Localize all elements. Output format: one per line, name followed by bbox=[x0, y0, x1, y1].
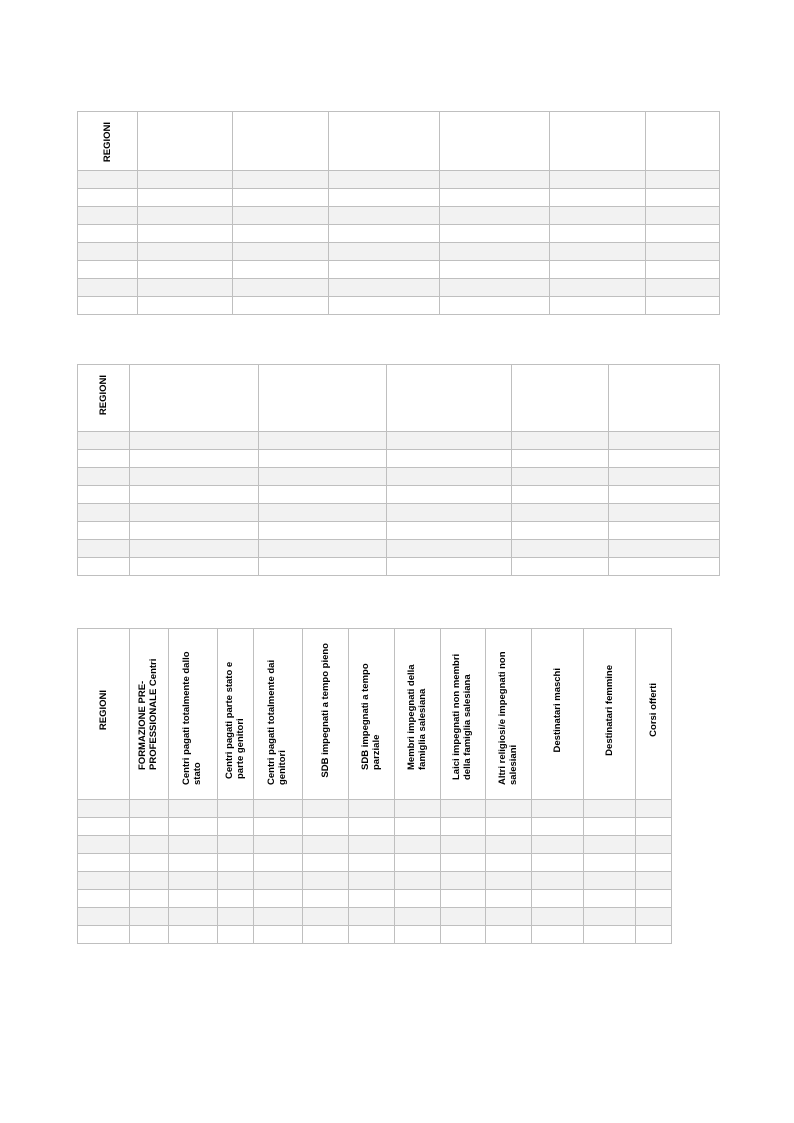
header-label: Altri religiosi/e impegnati non salesiani bbox=[496, 651, 519, 785]
table-row bbox=[78, 800, 672, 818]
header-destinatari-maschi bbox=[532, 629, 584, 800]
table-row bbox=[78, 468, 720, 486]
header-cell bbox=[550, 112, 646, 171]
table-row bbox=[78, 818, 672, 836]
table-header-row bbox=[78, 629, 672, 800]
table-row bbox=[78, 522, 720, 540]
table-row bbox=[78, 908, 672, 926]
header-membri-famiglia bbox=[395, 629, 441, 800]
table-row bbox=[78, 890, 672, 908]
header-regioni bbox=[78, 629, 130, 800]
table-row bbox=[78, 207, 720, 225]
header-cell bbox=[440, 112, 550, 171]
table-row bbox=[78, 225, 720, 243]
table-row bbox=[78, 854, 672, 872]
header-corsi-offerti bbox=[636, 629, 672, 800]
header-cell bbox=[387, 365, 512, 432]
header-cell bbox=[233, 112, 329, 171]
header-cell bbox=[138, 112, 233, 171]
header-label: Centri pagati totalmente dai genitori bbox=[266, 659, 288, 785]
regions-table-2 bbox=[77, 364, 720, 576]
header-label: Destinatari maschi bbox=[551, 667, 563, 753]
table-row bbox=[78, 432, 720, 450]
table-row bbox=[78, 836, 672, 854]
header-label: Destinatari femmine bbox=[603, 664, 615, 756]
header-formazione bbox=[130, 629, 169, 800]
header-label: Membri impegnati della famiglia salesiana bbox=[405, 664, 428, 770]
header-label: REGIONI bbox=[97, 689, 109, 731]
header-label: REGIONI bbox=[101, 122, 113, 163]
table-row bbox=[78, 279, 720, 297]
table-row bbox=[78, 171, 720, 189]
header-cell bbox=[609, 365, 720, 432]
table-row bbox=[78, 540, 720, 558]
table-row bbox=[78, 243, 720, 261]
table-row bbox=[78, 261, 720, 279]
header-sdb-pieno bbox=[303, 629, 349, 800]
header-centri-stato-genitori bbox=[218, 629, 254, 800]
table-row bbox=[78, 486, 720, 504]
header-centri-stato bbox=[169, 629, 218, 800]
header-regioni bbox=[78, 365, 130, 432]
formazione-table bbox=[77, 628, 672, 944]
header-label: FORMAZIONE PRE-PROFESSIONALE Centri bbox=[137, 658, 159, 770]
table-header-row bbox=[78, 365, 720, 432]
table-row bbox=[78, 297, 720, 315]
header-cell bbox=[646, 112, 720, 171]
table-row bbox=[78, 872, 672, 890]
header-cell bbox=[130, 365, 259, 432]
table-header-row bbox=[78, 112, 720, 171]
table-row bbox=[78, 189, 720, 207]
header-destinatari-femmine bbox=[584, 629, 636, 800]
header-cell bbox=[512, 365, 609, 432]
table-row bbox=[78, 926, 672, 944]
header-sdb-parziale bbox=[349, 629, 395, 800]
header-label: SDB impegnati a tempo pieno bbox=[319, 642, 331, 778]
header-label: Corsi offerti bbox=[647, 683, 659, 737]
table-row bbox=[78, 558, 720, 576]
header-laici bbox=[441, 629, 486, 800]
header-cell bbox=[259, 365, 387, 432]
header-label: Laici impegnati non membri della famiglia salesiana bbox=[451, 653, 473, 780]
header-regioni bbox=[78, 112, 138, 171]
header-label: SDB impegnati a tempo parziale bbox=[359, 663, 382, 770]
header-altri-religiosi bbox=[486, 629, 532, 800]
header-label: Centri pagati totalmente dallo stato bbox=[181, 651, 203, 785]
header-label: REGIONI bbox=[97, 375, 109, 416]
header-centri-genitori bbox=[254, 629, 303, 800]
table-row bbox=[78, 450, 720, 468]
header-cell bbox=[329, 112, 440, 171]
header-label: Centri pagati parte stato e parte genitori bbox=[223, 661, 246, 779]
regions-table-1 bbox=[77, 111, 720, 315]
table-row bbox=[78, 504, 720, 522]
